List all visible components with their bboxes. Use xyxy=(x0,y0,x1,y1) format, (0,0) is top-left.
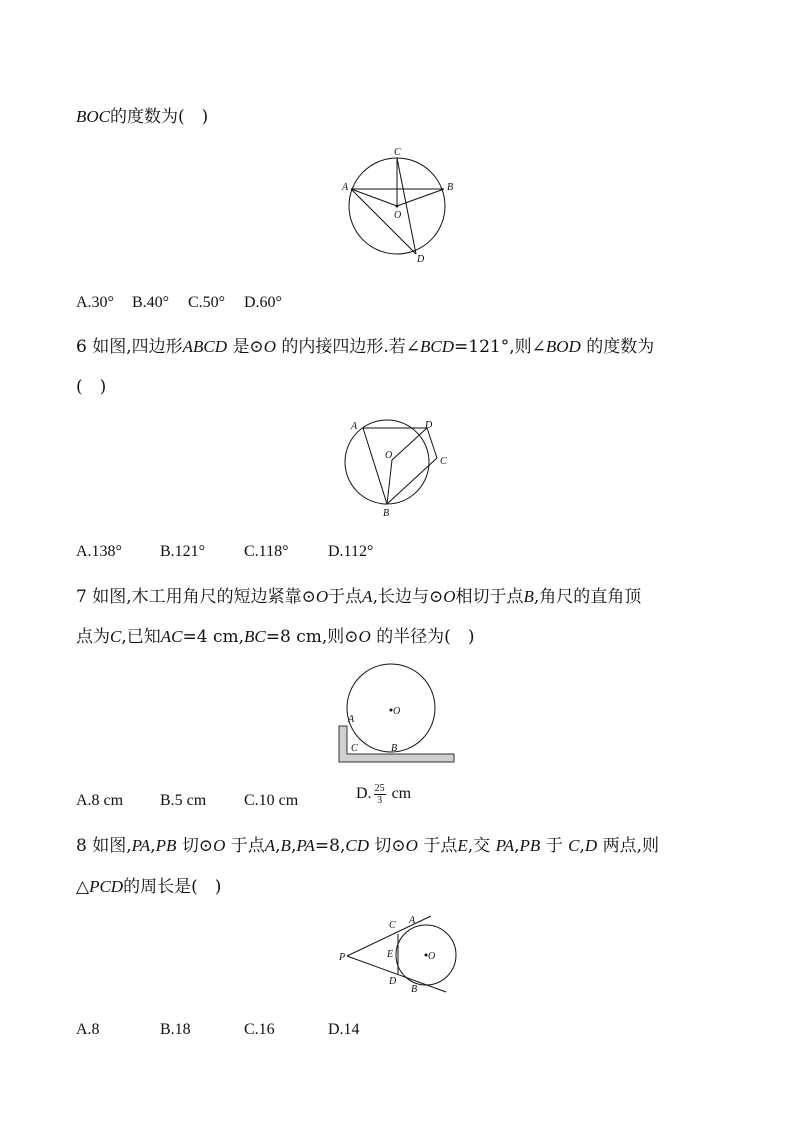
q6-choice-b[interactable]: B.121° xyxy=(160,543,206,560)
q8-choice-a[interactable]: A.8 xyxy=(76,1021,100,1038)
q7-stem-line2: 点为C,已知AC=4 cm,BC=8 cm,则⊙O 的半径为( ) xyxy=(76,627,475,647)
q8-label-b: B xyxy=(411,984,418,995)
q8-label-o: O xyxy=(428,951,436,962)
q5-stem-text: 的度数为( ) xyxy=(110,107,209,127)
q5-label-a: A xyxy=(342,182,349,193)
q7-choice-d-fraction: $\frac{25}{3}$ xyxy=(374,783,385,806)
q5-choice-d[interactable]: D.60° xyxy=(244,294,282,311)
q5-label-d: D xyxy=(417,254,425,265)
q8-choice-d[interactable]: D.14 xyxy=(328,1021,360,1038)
q7-label-a: A xyxy=(348,714,355,725)
q8-label-e: E xyxy=(387,949,394,960)
q7-figure xyxy=(336,666,460,772)
q6-stem-line2: ( ) xyxy=(76,377,107,397)
q8-stem-line1: 8 如图,PA,PB 切⊙O 于点A,B,PA=8,CD 切⊙O 于点E,交 PA,PB 于 C,D 两点,则 xyxy=(76,836,659,856)
q8-choice-c[interactable]: C.16 xyxy=(244,1021,275,1038)
q7-choice-d[interactable]: D. $\frac{25}{3}$ cm xyxy=(356,783,412,806)
q8-label-d: D xyxy=(389,976,397,987)
q5-choice-c[interactable]: C.50° xyxy=(188,294,226,311)
q5-figure xyxy=(336,146,456,266)
q7-label-o: O xyxy=(393,706,401,717)
q8-stem-line2: △PCD的周长是( ) xyxy=(76,877,222,897)
q6-label-c: C xyxy=(440,456,447,467)
q8-figure xyxy=(336,914,460,996)
q8-choice-b[interactable]: B.18 xyxy=(160,1021,191,1038)
q6-figure xyxy=(336,414,456,524)
q6-stem-line1: 6 如图,四边形ABCD 是⊙O 的内接四边形.若∠BCD=121°,则∠BOD 的度数为 xyxy=(76,337,655,357)
q6-label-a: A xyxy=(351,421,358,432)
q6-choice-c[interactable]: C.118° xyxy=(244,543,289,560)
q5-var: BOC xyxy=(76,107,110,126)
q5-label-o: O xyxy=(394,210,402,221)
q5-choice-a[interactable]: A.30° xyxy=(76,294,114,311)
q7-label-b: B xyxy=(391,743,398,754)
q8-label-a: A xyxy=(409,915,416,926)
q6-label-o: O xyxy=(385,450,393,461)
q7-label-c: C xyxy=(351,743,358,754)
q7-stem-line1: 7 如图,木工用角尺的短边紧靠⊙O于点A,长边与⊙O相切于点B,角尺的直角顶 xyxy=(76,587,642,607)
q6-label-d: D xyxy=(425,420,433,431)
q5-label-b: B xyxy=(447,182,454,193)
q5-stem-tail xyxy=(76,106,208,128)
q6-choice-d[interactable]: D.112° xyxy=(328,543,374,560)
q8-label-p: P xyxy=(339,952,346,963)
q5-label-c: C xyxy=(394,147,401,158)
q5-choice-b[interactable]: B.40° xyxy=(132,294,170,311)
q6-choice-a[interactable]: A.138° xyxy=(76,543,122,560)
q7-choice-a[interactable]: A.8 cm xyxy=(76,792,124,809)
q7-choice-b[interactable]: B.5 cm xyxy=(160,792,207,809)
q8-label-c: C xyxy=(389,920,396,931)
q6-label-b: B xyxy=(383,508,390,519)
q7-choice-c[interactable]: C.10 cm xyxy=(244,792,299,809)
